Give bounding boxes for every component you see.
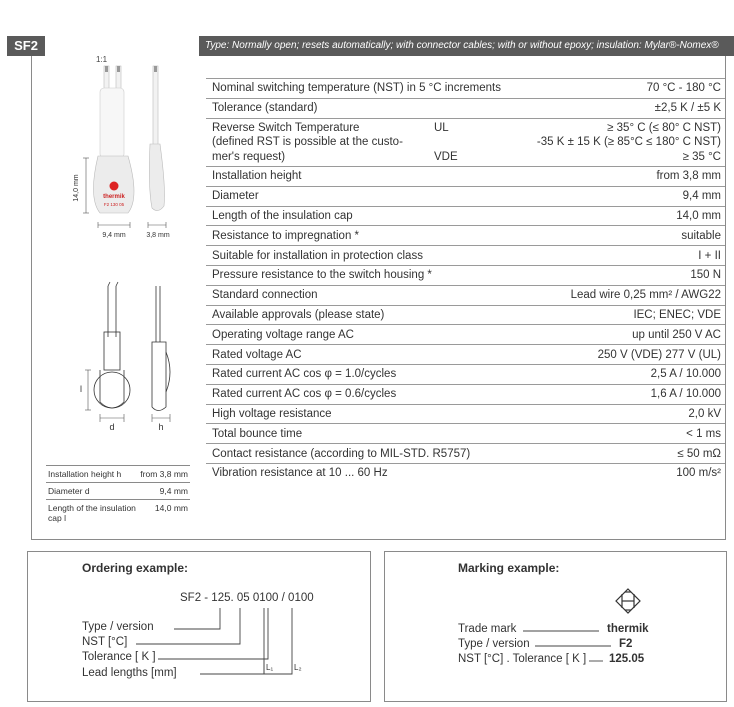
spec-label: Operating voltage range AC	[206, 325, 544, 345]
label-d: d	[109, 422, 115, 432]
frame-bottom-line	[31, 539, 726, 540]
spec-label: Nominal switching temperature (NST) in 5 °C increments	[206, 79, 544, 99]
spec-value: Lead wire 0,25 mm² / AWG22	[544, 285, 725, 305]
spec-value: 9,4 mm	[544, 186, 725, 206]
table-row	[46, 483, 190, 500]
dim-value: from 3,8 mm	[138, 466, 190, 483]
depth-dim-label: 3,8 mm	[146, 232, 170, 239]
spec-label: High voltage resistance	[206, 404, 544, 424]
ordering-leads-label: Lead lengths [mm]	[82, 667, 177, 679]
marking-example-box	[384, 551, 727, 702]
spec-label: Tolerance (standard)	[206, 98, 544, 118]
table-row	[206, 266, 725, 286]
spec-label: Standard connection	[206, 285, 544, 305]
width-dim-label: 9,4 mm	[102, 232, 126, 239]
spec-value: < 1 ms	[544, 424, 725, 444]
ordering-type-label: Type / version	[82, 621, 154, 633]
spec-value: IEC; ENEC; VDE	[544, 305, 725, 325]
spec-value: from 3,8 mm	[544, 167, 725, 187]
frame-right-line	[725, 56, 726, 540]
spec-label: Pressure resistance to the switch housing *	[206, 266, 544, 286]
spec-value: 2,0 kV	[544, 404, 725, 424]
table-row	[206, 464, 725, 483]
table-row	[206, 118, 725, 167]
table-row	[206, 325, 725, 345]
spec-label: Total bounce time	[206, 424, 544, 444]
spec-value: 250 V (VDE) 277 V (UL)	[544, 345, 725, 365]
table-row	[206, 404, 725, 424]
table-row	[206, 98, 725, 118]
spec-value: 1,6 A / 10.000	[544, 384, 725, 404]
type-version-label: Type / version	[458, 638, 530, 650]
spec-label: Installation height	[206, 167, 544, 187]
spec-value: 150 N	[544, 266, 725, 286]
dim-label: Installation height h	[46, 466, 138, 483]
type-description-bar: Type: Normally open; resets automatically; with connector cables; with or without epoxy; insulation: Mylar®-Nomex®	[199, 36, 734, 56]
spec-value: ±2,5 K / ±5 K	[544, 98, 725, 118]
spec-label: Rated current AC cos φ = 1.0/cycles	[206, 365, 544, 385]
spec-label: Suitable for installation in protection class	[206, 246, 544, 266]
spec-label: Diameter	[206, 186, 544, 206]
spec-label: Vibration resistance at 10 ... 60 Hz	[212, 467, 388, 480]
l1-label: L₁	[266, 663, 274, 672]
ordering-tolerance-label: Tolerance [ K ]	[82, 651, 156, 663]
specs-table	[206, 78, 725, 483]
rst-ul-label: UL	[434, 121, 449, 134]
table-row	[46, 466, 190, 483]
table-row	[206, 365, 725, 385]
trade-mark-value: thermik	[607, 623, 649, 635]
rst-line-1: Reverse Switch Temperature	[212, 121, 360, 134]
rst-value-1: ≥ 35° C (≤ 80° C NST)	[607, 121, 721, 134]
table-row	[206, 305, 725, 325]
trade-mark-label: Trade mark	[458, 623, 517, 635]
spec-value: suitable	[544, 226, 725, 246]
table-row	[206, 424, 725, 444]
spec-value: ≤ 50 mΩ	[544, 444, 725, 464]
spec-value: 70 °C - 180 °C	[544, 79, 725, 99]
rst-value-2: -35 K ± 15 K (≥ 85°C ≤ 180° C NST)	[536, 136, 721, 149]
spec-value: 2,5 A / 10.000	[544, 365, 725, 385]
height-dim-label: 14,0 mm	[73, 174, 80, 202]
spec-label: Length of the insulation cap	[206, 206, 544, 226]
table-row	[206, 167, 725, 187]
rst-vde-label: VDE	[434, 150, 458, 163]
part-code-label: F2 130 05	[103, 202, 125, 207]
type-version-value: F2	[619, 638, 633, 650]
spec-value: 100 m/s²	[676, 467, 721, 480]
technical-line-drawing	[60, 282, 200, 442]
table-row	[206, 285, 725, 305]
product-badge: SF2	[7, 36, 45, 56]
rst-line-2: (defined RST is possible at the custo-	[212, 136, 403, 149]
spec-value: up until 250 V AC	[544, 325, 725, 345]
dim-label: Diameter d	[46, 483, 138, 500]
nst-tolerance-label: NST [°C] . Tolerance [ K ]	[458, 653, 587, 665]
dim-value: 14,0 mm	[154, 503, 188, 513]
ordering-connector-lines	[28, 552, 370, 701]
table-row	[206, 79, 725, 99]
l2-label: L₂	[294, 663, 302, 672]
rst-cell	[206, 118, 725, 167]
label-l: l	[80, 384, 82, 394]
rst-line-3: mer's request)	[212, 150, 286, 163]
scale-label: 1:1	[96, 55, 108, 64]
spec-label: Available approvals (please state)	[206, 305, 544, 325]
dim-value: 9,4 mm	[138, 483, 190, 500]
ordering-code: SF2 - 125. 05 0100 / 0100	[180, 592, 314, 604]
table-row	[206, 186, 725, 206]
table-row	[206, 226, 725, 246]
spec-label: Rated current AC cos φ = 0.6/cycles	[206, 384, 544, 404]
label-h: h	[158, 422, 164, 432]
table-row	[206, 345, 725, 365]
table-row	[206, 206, 725, 226]
dim-label: Length of the insulation cap l	[48, 503, 136, 523]
table-row	[206, 444, 725, 464]
spec-value: 14,0 mm	[544, 206, 725, 226]
brand-label: thermik	[103, 194, 125, 200]
spec-label: Contact resistance (according to MIL-STD. R5757)	[206, 444, 544, 464]
table-row	[206, 246, 725, 266]
table-row	[206, 384, 725, 404]
product-photo-drawing	[40, 48, 200, 248]
marking-connector-lines	[385, 552, 726, 701]
spec-label: Resistance to impregnation *	[206, 226, 544, 246]
dimension-table	[46, 465, 190, 526]
ordering-example-box	[27, 551, 371, 702]
nst-tolerance-value: 125.05	[609, 653, 645, 665]
frame-left-line	[31, 56, 32, 540]
table-row	[46, 500, 190, 527]
ordering-nst-label: NST [°C]	[82, 636, 128, 648]
ordering-title: Ordering example:	[82, 561, 189, 575]
marking-title: Marking example:	[458, 561, 560, 575]
rst-value-3: ≥ 35 °C	[682, 150, 721, 163]
spec-label: Rated voltage AC	[206, 345, 544, 365]
spec-value: I + II	[544, 246, 725, 266]
